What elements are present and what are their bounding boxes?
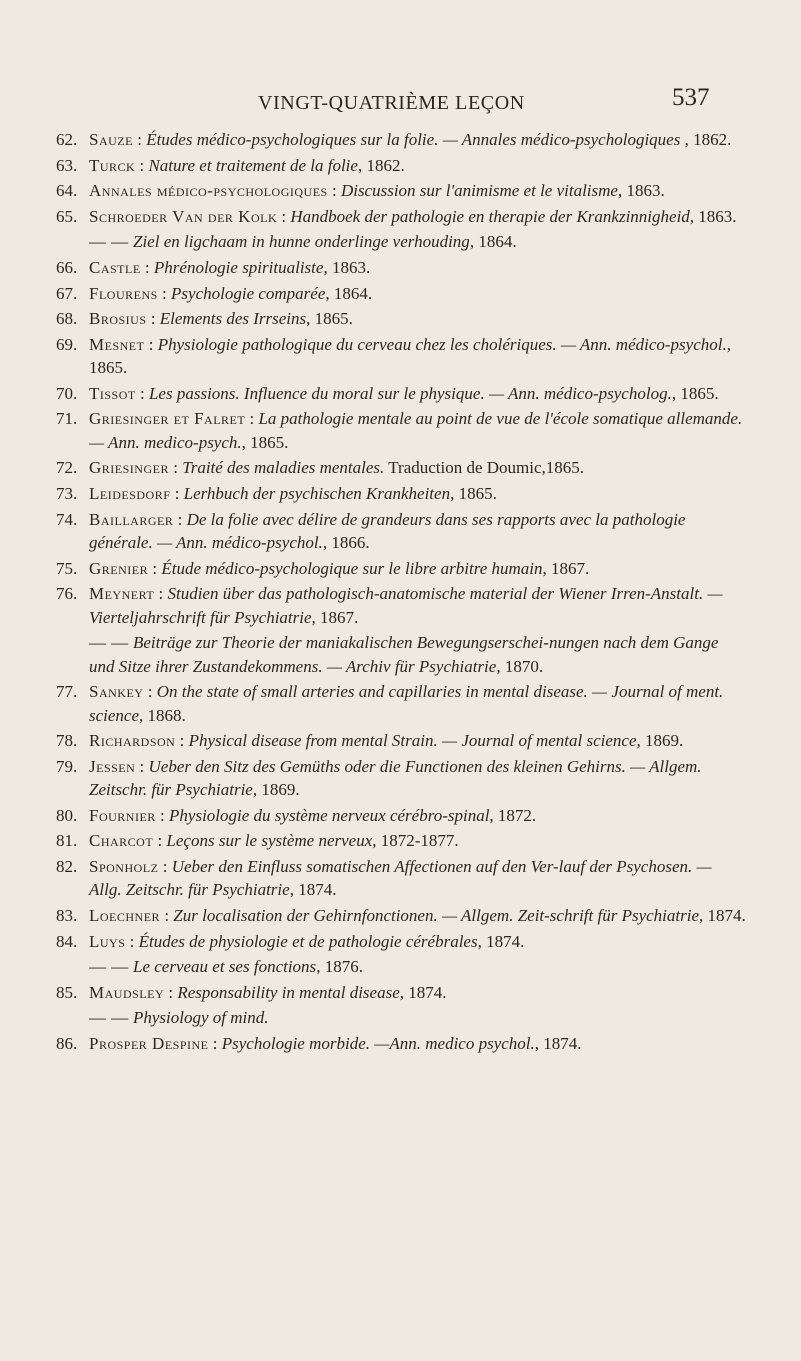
entry-separator: : (144, 334, 158, 354)
entry-title: Handboek der pathologie en therapie der Krankzinnigheid (290, 206, 690, 226)
entry-details: , 1862. (357, 155, 405, 175)
entry-author: Tissot (89, 383, 136, 403)
bibliography-entry (56, 407, 746, 454)
entry-details: , 1865. (306, 309, 353, 329)
bibliography-entry (56, 282, 746, 305)
entry-separator: : (168, 458, 183, 478)
entry-separator: : (160, 905, 174, 925)
entry-details: , 1867. (542, 558, 590, 578)
entry-separator: : (155, 805, 170, 825)
entry-title: Studien über das pathologisch-anatomische material der Wiener Irren-Anstalt. — Vierteljahrschrift für Psychiatrie (89, 584, 723, 627)
entry-title: Zur localisation der Gehirnfonctionen. — Allgem. Zeit-schrift für Psychiatrie (173, 905, 700, 925)
entry-author: Castle (89, 257, 141, 277)
entry-details: , 1876. (316, 957, 363, 977)
entry-title: Phrénologie spiritualiste (153, 257, 324, 277)
entry-number: 74. (56, 509, 78, 529)
bibliography-entry (56, 582, 746, 629)
entry-author: Griesinger et Falret (89, 409, 246, 429)
entry-number: 66. (56, 257, 78, 277)
entry-author: Annales médico-psychologiques (89, 181, 328, 201)
entry-number: 82. (56, 856, 78, 876)
entry-separator: : (125, 931, 139, 951)
entry-details: , 1863. (617, 181, 665, 201)
entry-author: Sankey (89, 682, 144, 702)
entry-author: — — (89, 957, 129, 977)
entry-title: Leçons sur le système nerveux (166, 831, 373, 851)
bibliography-entry (56, 230, 746, 253)
bibliography-entry (56, 829, 746, 852)
bibliography-entry (56, 981, 746, 1004)
bibliography-entry (56, 179, 746, 202)
entry-details: , 1869. (252, 780, 300, 800)
entry-title: Études de physiologie et de pathologie cérébrales (138, 931, 478, 951)
bibliography-entry (56, 557, 746, 580)
entry-author: Leidesdorf (89, 483, 171, 503)
entry-number: 79. (56, 756, 78, 776)
entry-title: Ueber den Einfluss somatischen Affectionen auf den Ver-lauf der Psychosen. — Allg. Zeitschr. für Psychiatrie (89, 856, 712, 900)
bibliography-entry (56, 755, 746, 802)
entry-author: — — (89, 633, 129, 653)
entry-author: Luys (89, 931, 126, 951)
bibliography-entry (56, 1006, 746, 1029)
bibliography-entry (56, 307, 746, 330)
entry-separator: : (277, 206, 291, 226)
entry-number: 70. (56, 383, 78, 403)
bibliography-entry (56, 855, 746, 902)
bibliography-entry (56, 128, 746, 151)
entry-author: Maudsley (89, 982, 165, 1002)
entry-number: 84. (56, 931, 78, 951)
entry-author: Baillarger (89, 509, 174, 529)
bibliography-entry (56, 205, 746, 228)
entry-author: Richardson (89, 731, 176, 751)
entry-title: De la folie avec délire de grandeurs dans ses rapports avec la pathologie générale. — Ann. médico-psychol. (89, 509, 686, 552)
entry-details: , 1870. (496, 656, 544, 676)
entry-details: , 1872-1877. (372, 831, 459, 851)
entry-author: Jessen (89, 756, 136, 776)
entry-author: Prosper Despine (89, 1033, 209, 1053)
entry-title: Physiology of mind. (133, 1008, 269, 1028)
entry-author: Sponholz (89, 856, 159, 876)
entry-number: 76. (56, 584, 78, 604)
bibliography-list (56, 128, 746, 1057)
entry-separator: : (170, 483, 184, 503)
entry-number: 62. (56, 130, 78, 149)
entry-title: Lerhbuch der psychischen Krankheiten (183, 483, 451, 503)
entry-title: Psychologie morbide. —Ann. medico psychol. (221, 1033, 535, 1053)
entry-title: On the state of small arteries and capillaries in mental disease. — Journal of ment. science (89, 682, 724, 725)
entry-details: , 1865. (450, 483, 497, 503)
entry-details: , 1869. (636, 731, 684, 751)
entry-separator: : (327, 181, 341, 201)
entry-separator: : (175, 731, 189, 751)
running-title: VINGT-QUATRIÈME LEÇON (258, 92, 525, 114)
entry-separator: : (143, 682, 157, 702)
entry-author: Flourens (89, 283, 158, 303)
entry-number: 86. (56, 1033, 78, 1053)
entry-details: , 1863. (323, 257, 371, 277)
bibliography-entry (56, 930, 746, 953)
entry-separator: : (135, 756, 149, 776)
entry-author: Sauze (89, 130, 133, 149)
entry-details: , 1874. (289, 880, 337, 900)
entry-number: 64. (56, 181, 78, 201)
entry-separator: : (135, 155, 149, 175)
entry-author: — — (89, 232, 129, 252)
entry-details: , 1863. (689, 206, 737, 226)
bibliography-entry (56, 804, 746, 827)
entry-author: Griesinger (89, 458, 169, 478)
bibliography-entry (56, 508, 746, 555)
entry-number: 80. (56, 805, 78, 825)
bibliography-entry (56, 631, 746, 678)
bibliography-entry (56, 333, 746, 380)
entry-title: Elements des Irrseins (159, 309, 307, 329)
entry-details: , 1865. (89, 334, 731, 378)
entry-details: , 1866. (322, 532, 370, 552)
entry-details: , 1865. (241, 432, 289, 452)
entry-author: Brosius (89, 309, 147, 329)
entry-author: Fournier (89, 805, 156, 825)
page-header (0, 84, 801, 122)
entry-number: 63. (56, 155, 78, 175)
entry-separator: : (146, 309, 160, 329)
bibliography-entry (56, 154, 746, 177)
bibliography-entry (56, 955, 746, 978)
entry-details: , 1865. (671, 383, 719, 403)
entry-number: 83. (56, 905, 78, 925)
entry-author: Meynert (89, 584, 155, 604)
bibliography-entry (56, 456, 746, 479)
page-number: 537 (672, 84, 710, 111)
entry-author: Mesnet (89, 334, 145, 354)
entry-title: Responsability in mental disease (177, 982, 400, 1002)
entry-details: , 1874. (534, 1033, 582, 1053)
entry-separator: : (140, 257, 154, 277)
entry-title: Beiträge zur Theorie der maniakalischen Bewegungserschei-nungen nach dem Gange und Sitze ihrer Zustandekommens. — Archiv für Psychiatrie (89, 633, 719, 676)
entry-title: Les passions. Influence du moral sur le physique. — Ann. médico-psycholog. (148, 383, 672, 403)
entry-separator: : (173, 509, 187, 529)
entry-details: Traduction de Doumic,1865. (384, 458, 585, 478)
entry-author: Turck (89, 155, 136, 175)
entry-separator: : (132, 130, 147, 149)
entry-separator: : (154, 584, 168, 604)
entry-number: 81. (56, 831, 78, 851)
entry-author: — — (89, 1008, 129, 1028)
entry-separator: : (208, 1033, 222, 1053)
bibliography-entry (56, 382, 746, 405)
entry-number: 78. (56, 731, 78, 751)
bibliography-entry (56, 904, 746, 927)
entry-title: Ziel en ligchaam in hunne onderlinge verhouding (133, 232, 470, 252)
entry-title: La pathologie mentale au point de vue de l'école somatique allemande. — Ann. medico-psych. (89, 409, 743, 452)
bibliography-entry (56, 729, 746, 752)
entry-details: , 1872. (489, 805, 537, 825)
entry-number: 75. (56, 558, 78, 578)
entry-details: , 1868. (139, 705, 186, 725)
entry-author: Schroeder Van der Kolk (89, 206, 278, 226)
bibliography-entry (56, 680, 746, 727)
entry-number: 72. (56, 458, 78, 478)
entry-details: , 1864. (325, 283, 373, 303)
entry-title: Physiologie du système nerveux cérébro-spinal (169, 805, 490, 825)
entry-number: 68. (56, 309, 78, 329)
entry-author: Charcot (89, 831, 154, 851)
entry-separator: : (158, 856, 172, 876)
entry-details: , 1862. (680, 130, 732, 149)
entry-title: Physiologie pathologique du cerveau chez les cholériques. — Ann. médico-psychol. (157, 334, 727, 354)
entry-title: Traité des maladies mentales. (182, 458, 385, 478)
entry-separator: : (164, 982, 178, 1002)
entry-title: Discussion sur l'animisme et le vitalisme (340, 181, 618, 201)
bibliography-entry (56, 256, 746, 279)
entry-title: Ueber den Sitz des Gemüths oder die Functionen des kleinen Gehirns. — Allgem. Zeitschr. für Psychiatrie (89, 756, 702, 800)
entry-separator: : (148, 558, 162, 578)
entry-separator: : (153, 831, 167, 851)
entry-title: Nature et traitement de la folie (148, 155, 358, 175)
entry-details: , 1867. (311, 607, 359, 627)
entry-title: Étude médico-psychologique sur le libre arbitre humain (161, 558, 543, 578)
entry-number: 85. (56, 982, 78, 1002)
entry-number: 77. (56, 682, 78, 702)
entry-separator: : (157, 283, 172, 303)
entry-number: 65. (56, 206, 78, 226)
entry-title: Études médico-psychologiques sur la folie. — Annales médico-psychologiques (146, 130, 681, 149)
entry-author: Loechner (89, 905, 161, 925)
entry-author: Grenier (89, 558, 149, 578)
entry-number: 71. (56, 409, 78, 429)
entry-title: Psychologie comparée (171, 283, 326, 303)
entry-separator: : (135, 383, 149, 403)
entry-number: 67. (56, 283, 78, 303)
entry-details: , 1864. (469, 232, 517, 252)
bibliography-entry (56, 482, 746, 505)
entry-details: , 1874. (399, 982, 447, 1002)
entry-details: , 1874. (699, 905, 746, 925)
entry-title: Le cerveau et ses fonctions (133, 957, 317, 977)
bibliography-entry (56, 1032, 746, 1055)
entry-details: , 1874. (477, 931, 525, 951)
entry-separator: : (245, 409, 259, 429)
entry-title: Physical disease from mental Strain. — Journal of mental science (188, 731, 637, 751)
entry-number: 69. (56, 334, 78, 354)
entry-number: 73. (56, 483, 78, 503)
